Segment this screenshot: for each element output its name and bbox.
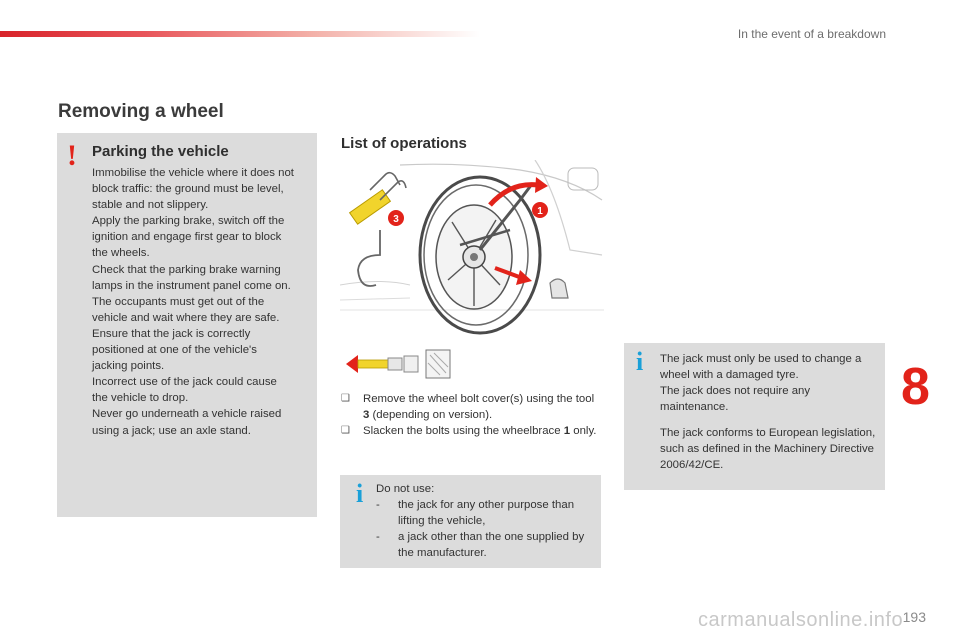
parking-line: Never go underneath a vehicle raised (92, 408, 282, 421)
parking-line: Ensure that the jack is correctly (92, 327, 251, 340)
page-number: 193 (902, 609, 926, 625)
parking-line: the wheels. (92, 247, 150, 260)
parking-line: block traffic: the ground must be level, (92, 183, 284, 196)
parking-line: jacking points. (92, 360, 165, 373)
operation-item: ❑ Remove the wheel bolt cover(s) using the tool 3 (depending on version). (341, 393, 595, 421)
do-not-use-text (376, 481, 594, 561)
parking-title: Parking the vehicle (92, 143, 229, 160)
parking-line: stable and not slippery. (92, 199, 209, 212)
do-not-use-box (340, 475, 601, 568)
callout-1: 1 (537, 206, 543, 217)
tool-extension-illustration (344, 345, 464, 383)
chapter-title: In the event of a breakdown (737, 27, 886, 41)
info-icon: i (636, 347, 644, 376)
parking-line: The occupants must get out of the (92, 295, 265, 308)
parking-line: Apply the parking brake, switch off the (92, 215, 285, 228)
header-accent-bar (0, 31, 480, 37)
parking-text (92, 165, 314, 439)
checkbox-bullet-icon: ❑ (341, 393, 350, 404)
jack-info-box (624, 343, 885, 490)
chapter-number: 8 (901, 358, 930, 416)
jack-paragraph: The jack must only be used to change a wheel with a damaged tyre. The jack does not require any maintenance. (660, 353, 862, 413)
parking-line: vehicle and wait where they are safe. (92, 311, 280, 324)
operation-item: ❑ Slacken the bolts using the wheelbrace 1 only. (341, 425, 597, 437)
parking-line: using a jack; use an axle stand. (92, 424, 251, 437)
operations-list (341, 391, 603, 439)
watermark: carmanualsonline.info (698, 609, 904, 631)
do-not-use-intro: Do not use: (376, 483, 435, 495)
list-item: - the jack for any other purpose than lifting the vehicle, (376, 499, 575, 527)
section-title: Removing a wheel (58, 101, 224, 122)
info-icon: i (356, 479, 364, 508)
operations-title: List of operations (341, 135, 467, 152)
parking-line: Immobilise the vehicle where it does not (92, 167, 294, 179)
parking-line: the vehicle to drop. (92, 392, 189, 405)
parking-warning-box (57, 133, 317, 517)
callout-3: 3 (393, 214, 399, 225)
parking-line: positioned at one of the vehicle's (92, 344, 257, 357)
jack-info-text (660, 351, 880, 483)
parking-line: ignition and engage first gear to block (92, 231, 282, 244)
checkbox-bullet-icon: ❑ (341, 425, 350, 436)
parking-line: Check that the parking brake warning (92, 263, 281, 276)
exclamation-warning-icon: ! (67, 139, 77, 172)
parking-line: lamps in the instrument panel come on. (92, 279, 291, 292)
parking-line: Incorrect use of the jack could cause (92, 376, 277, 389)
list-item: - a jack other than the one supplied by the manufacturer. (376, 531, 585, 559)
jack-paragraph: The jack conforms to European legislation, such as defined in the Machinery Directive 2006/42/CE. (660, 427, 876, 471)
wheel-removal-illustration (340, 160, 604, 335)
